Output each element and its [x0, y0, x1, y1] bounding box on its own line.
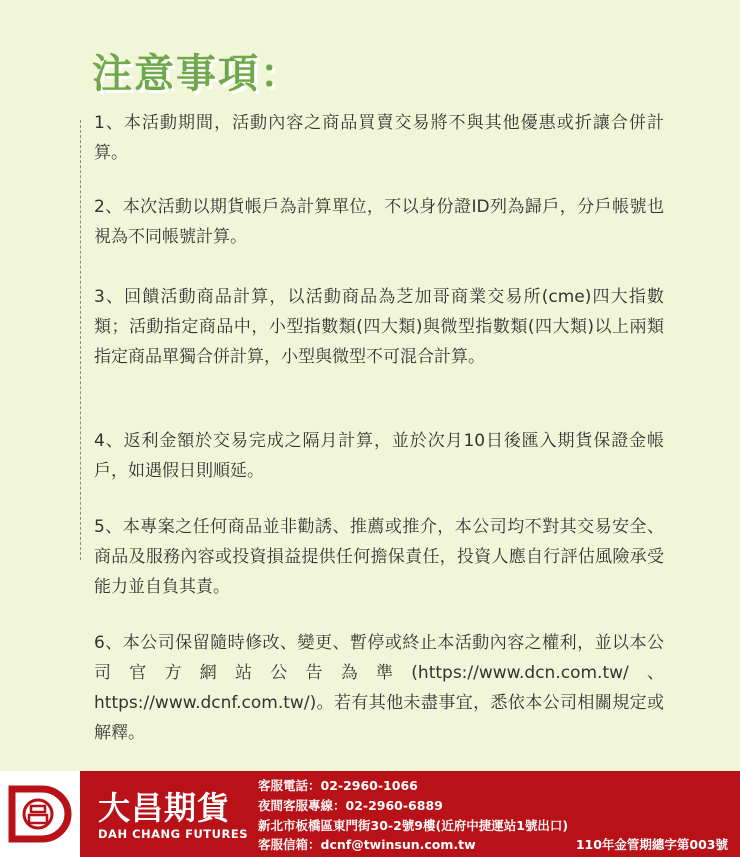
- company-logo: [0, 771, 80, 857]
- notice-item-4: 4、返利金額於交易完成之隔月計算，並於次月10日後匯入期貨保證金帳戶，如遇假日則順延。: [94, 431, 664, 481]
- brand-name-chinese: 大昌期貨: [98, 789, 231, 827]
- night-service-phone: 夜間客服專線：02-2960-6889: [258, 798, 443, 813]
- notice-item-5: 5、本專案之任何商品並非勸誘、推薦或推介，本公司均不對其交易安全、商品及服務內容或投資損益提供任何擔保責任，投資人應自行評估風險承受能力並自負其責。: [94, 517, 664, 597]
- company-address: 新北市板橋區東門街30-2號9樓(近府中捷運站1號出口): [258, 818, 569, 833]
- dah-chang-logo-icon: [8, 783, 72, 845]
- dashed-divider: [80, 120, 81, 560]
- brand-name-english: DAH CHANG FUTURES: [98, 827, 248, 841]
- license-number: 110年金管期總字第003號: [575, 837, 728, 852]
- notice-item-1: 1、本活動期間，活動內容之商品買賣交易將不與其他優惠或折讓合併計算。: [94, 113, 664, 163]
- page-title: 注意事項：: [92, 51, 302, 97]
- notice-item-6: 6、本公司保留隨時修改、變更、暫停或終止本活動內容之權利，並以本公司官方網站公告為準(https://www.dcn.com.tw/、https://www.dcnf.com.tw/)。若有其他未盡事宜，悉依本公司相關規定或解釋。: [94, 633, 664, 743]
- notice-item-2: 2、本次活動以期貨帳戶為計算單位，不以身份證ID列為歸戶，分戶帳號也視為不同帳號計算。: [94, 197, 664, 247]
- service-phone: 客服電話：02-2960-1066: [258, 778, 418, 793]
- service-email: 客服信箱：dcnf@twinsun.com.tw: [258, 837, 476, 852]
- company-footer: [0, 771, 740, 857]
- notice-item-3: 3、回饋活動商品計算，以活動商品為芝加哥商業交易所(cme)四大指數類；活動指定商品中，小型指數類(四大類)與微型指數類(四大類)以上兩類指定商品單獨合併計算，小型與微型不可混合計算。: [94, 287, 664, 367]
